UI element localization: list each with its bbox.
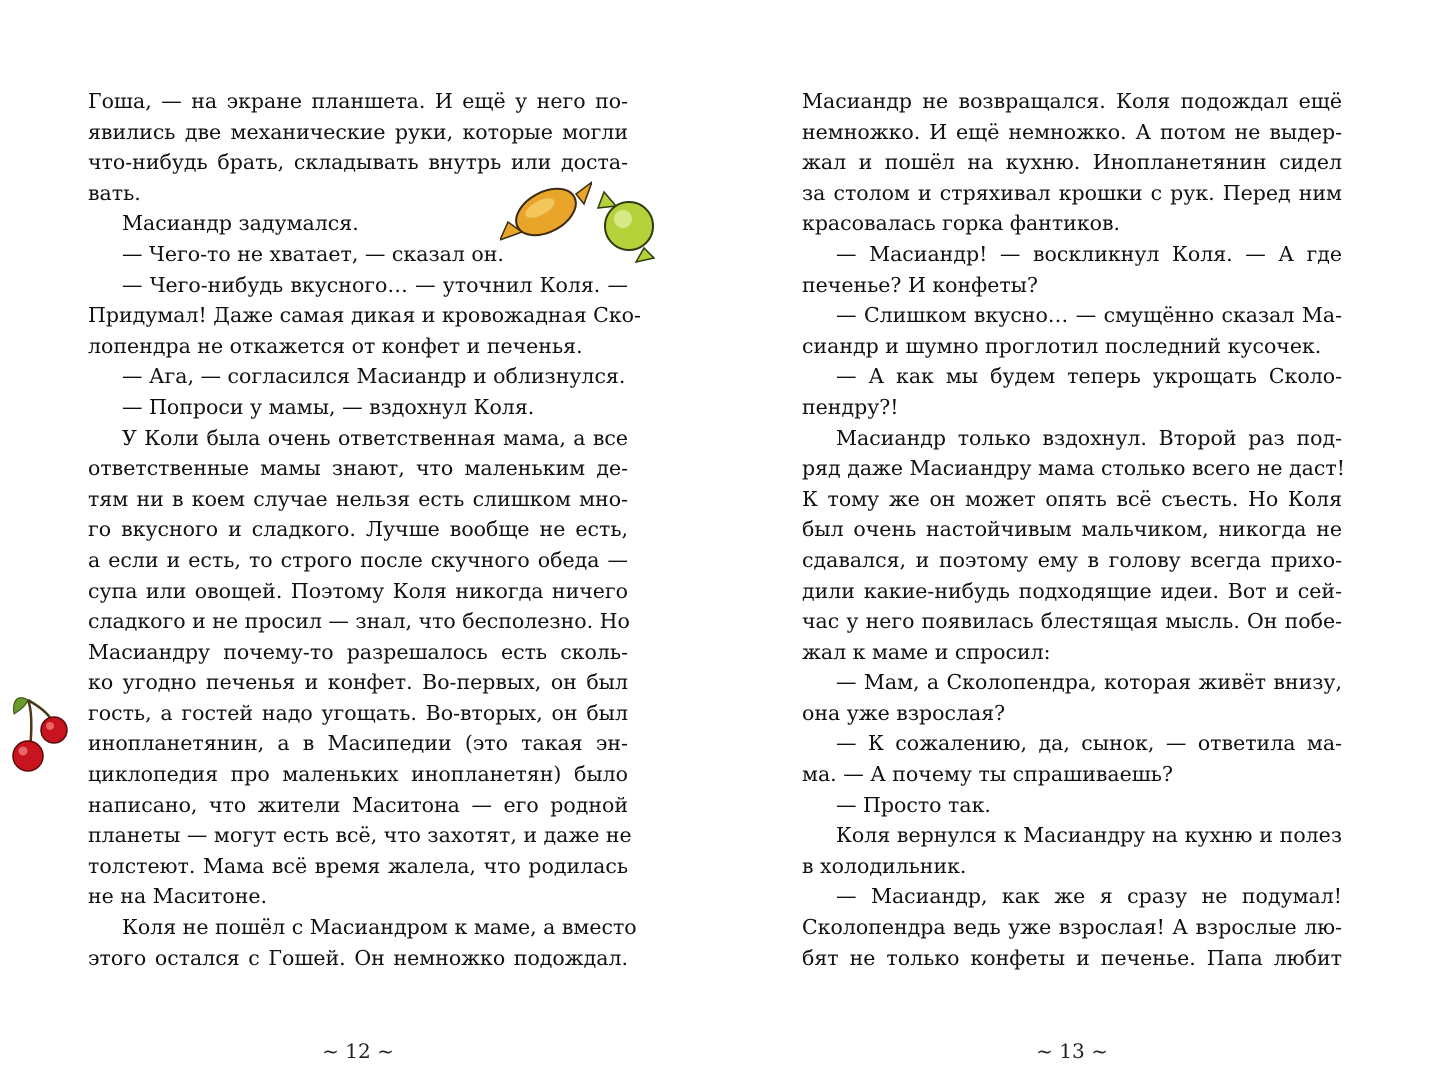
text-line: час у него появилась блестящая мысль. Он побе- — [802, 609, 1342, 634]
text-line: Коля не пошёл с Масиандром к маме, а вместо — [122, 915, 637, 940]
page-number-right: ~ 13 ~ — [1036, 1039, 1108, 1063]
text-line: написано, что жители Маситона — его родной — [88, 792, 628, 817]
text-line: ответственные мамы знают, что маленьким де- — [88, 456, 628, 481]
text-line: Коля вернулся к Масиандру на кухню и полез — [836, 823, 1342, 848]
text-line: явились две механические руки, которые могли — [88, 119, 628, 144]
text-line: а если и есть, то строго после скучного обеда — — [88, 547, 628, 572]
text-line: жал и пошёл на кухню. Инопланетянин сидел — [802, 150, 1342, 175]
text-line: красовалась горка фантиков. — [802, 211, 1121, 236]
text-line: что-нибудь брать, складывать внутрь или доста- — [88, 150, 628, 175]
text-line: лопендра не откажется от конфет и печенья. — [88, 333, 583, 358]
text-line: го вкусного и сладкого. Лучше вообще не есть, — [88, 517, 628, 542]
text-line: тям ни в коем случае нельзя есть слишком мно- — [88, 486, 628, 511]
text-line: был очень настойчивым мальчиком, никогда не — [802, 517, 1342, 542]
wrapped-candy-orange-icon — [500, 178, 592, 244]
text-line: не на Маситоне. — [88, 884, 268, 909]
text-line: — К сожалению, да, сынок, — ответила ма- — [836, 731, 1342, 756]
text-line: пендру?! — [802, 394, 899, 419]
text-line: она уже взрослая? — [802, 700, 1006, 725]
text-line: печенье? И конфеты? — [802, 272, 1038, 297]
text-line: супа или овощей. Поэтому Коля никогда ничего — [88, 578, 628, 603]
text-line: У Коли была очень ответственная мама, а все — [122, 425, 628, 450]
text-line: — Масиандр, как же я сразу не подумал! — [836, 884, 1342, 909]
text-line: — Мам, а Сколопендра, которая живёт внизу, — [836, 670, 1342, 695]
text-line: циклопедия про маленьких инопланетян) было — [88, 762, 628, 787]
text-line: немножко. И ещё немножко. А потом не выдер- — [802, 119, 1342, 144]
text-line: Масиандр задумался. — [122, 211, 359, 236]
text-line: ма. — А почему ты спрашиваешь? — [802, 762, 1173, 787]
text-line: К тому же он может опять всё съесть. Но Коля — [802, 486, 1342, 511]
text-line: — Масиандр! — воскликнул Коля. — А где — [836, 241, 1342, 266]
text-line: — Чего-то не хватает, — сказал он. — [122, 241, 504, 266]
text-line: Придумал! Даже самая дикая и кровожадная Ско- — [88, 303, 641, 328]
text-line: Масиандру почему-то разрешалось есть сколь- — [88, 639, 628, 664]
wrapped-candy-green-icon — [594, 186, 664, 264]
text-line: сдавался, и поэтому ему в голову всегда прихо- — [802, 547, 1342, 572]
text-line: Сколопендра ведь уже взрослая! А взрослые лю- — [802, 915, 1342, 940]
text-line: Гоша, — на экране планшета. И ещё у него по- — [88, 89, 628, 113]
text-line: Масиандр не возвращался. Коля подождал ещё — [802, 89, 1342, 113]
text-line: — А как мы будем теперь укрощать Сколо- — [836, 364, 1342, 389]
text-line: ряд даже Масиандру мама столько всего не даст! — [802, 456, 1345, 481]
text-line: планеты — могут есть всё, что захотят, и даже не — [88, 823, 632, 848]
text-line: — Просто так. — [836, 792, 991, 817]
text-line: за столом и стряхивал крошки с рук. Перед ним — [802, 180, 1342, 205]
text-line: сиандр и шумно проглотил последний кусочек. — [802, 333, 1322, 358]
text-line: Масиандр только вздохнул. Второй раз под- — [836, 425, 1342, 450]
text-line: вать. — [88, 180, 141, 205]
text-line: толстеют. Мама всё время жалела, что родилась — [88, 853, 628, 878]
page-number-left: ~ 12 ~ — [322, 1039, 394, 1063]
cherries-icon — [8, 690, 74, 774]
text-line: — Слишком вкусно… — смущённо сказал Ма- — [836, 303, 1342, 328]
text-line: жал к маме и спросил: — [802, 639, 1051, 664]
text-line: сладкого и не просил — знал, что бесполезно. Но — [88, 609, 630, 634]
text-line: бят не только конфеты и печенье. Папа любит — [802, 945, 1342, 970]
text-line: гость, а гостей надо угощать. Во-вторых, он был — [88, 700, 628, 725]
text-line: этого остался с Гошей. Он немножко подождал. — [88, 945, 628, 970]
text-line: дили какие-нибудь подходящие идеи. Вот и сей- — [802, 578, 1342, 603]
text-line: инопланетянин, а в Масипедии (это такая эн- — [88, 731, 628, 756]
text-line: ко угодно печенья и конфет. Во-первых, он был — [88, 670, 628, 695]
text-line: — Ага, — согласился Масиандр и облизнулся. — [122, 364, 626, 389]
text-line: — Попроси у мамы, — вздохнул Коля. — [122, 394, 535, 419]
text-line: — Чего-нибудь вкусного… — уточнил Коля. — — [122, 272, 628, 297]
right-page — [802, 86, 1345, 973]
text-line: в холодильник. — [802, 853, 967, 878]
